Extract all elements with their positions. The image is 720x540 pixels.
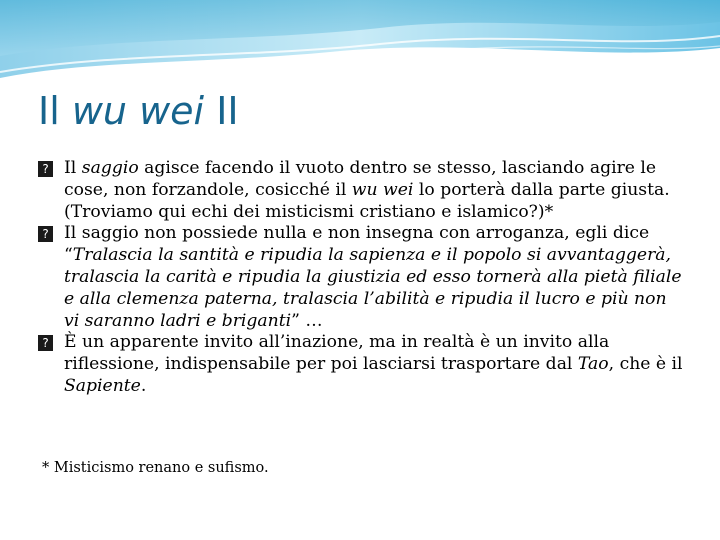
text-run: agisce facendo il vuoto dentro se stesso, lasciando agire le cose, non forzandole, cosicché il [64, 158, 657, 200]
header-wave-decoration [0, 0, 720, 90]
bullet-text [64, 158, 670, 222]
bullet-item [38, 332, 686, 397]
bullet-glyph-icon: ? [38, 161, 53, 177]
slide-body [38, 158, 686, 398]
bullet-item [38, 158, 686, 223]
slide-title [38, 88, 239, 134]
text-run-italic: Tralascia la santità e ripudia la sapienza e il popolo si avvantaggerà, tralascia la carità e ripudia la giustizia ed esso tornerà alla pietà filiale e alla clemenza paterna, tralascia l’abilità e ripudia il lucro e più non vi saranno ladri e briganti [64, 245, 682, 331]
title-pre: Il [38, 89, 72, 133]
text-run: Il [64, 158, 82, 178]
title-italic: wu wei [71, 89, 205, 133]
bullet-text [64, 223, 682, 330]
bullet-text [64, 332, 683, 396]
text-run-italic: Sapiente [64, 375, 141, 396]
text-run: lo porterà dalla parte giusta. (Troviamo qui echi dei misticismi cristiano e islamico?)* [64, 179, 670, 222]
text-run: È un apparente invito all’inazione, ma in realtà è un invito alla riflessione, indispensabile per poi lasciarsi trasportare dal [64, 332, 610, 375]
text-run-italic: saggio [81, 158, 139, 178]
bullet-glyph-icon: ? [38, 335, 53, 351]
text-run: Il saggio non possiede nulla e non insegna con arroganza, egli dice “ [64, 223, 650, 266]
text-run-italic: Tao [577, 354, 609, 375]
title-post: II [204, 89, 239, 133]
text-run-italic: wu wei [351, 179, 414, 200]
footnote: * Misticismo renano e sufismo. [42, 460, 269, 476]
text-run: , che è il [608, 354, 683, 375]
bullet-glyph-icon: ? [38, 226, 53, 242]
text-run: ” … [291, 310, 323, 331]
bullet-item [38, 223, 686, 332]
text-run: . [140, 375, 147, 396]
